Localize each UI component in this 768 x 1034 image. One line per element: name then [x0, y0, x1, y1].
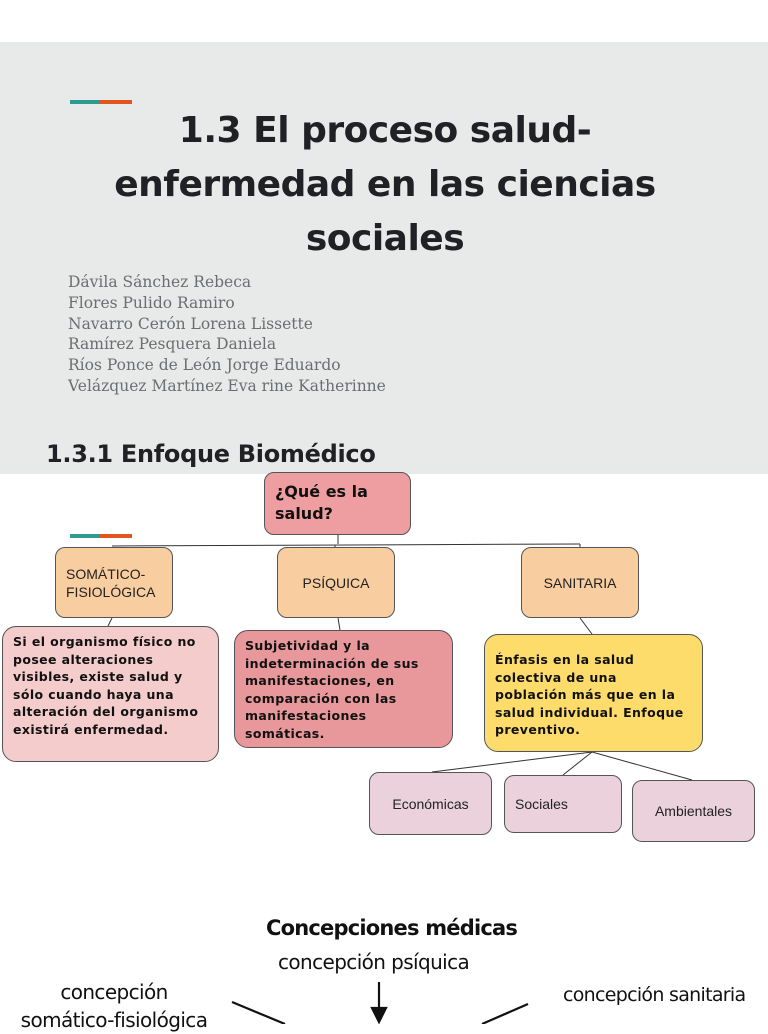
node-psiquica: [277, 547, 395, 618]
root-node-label: ¿Qué es la salud?: [275, 482, 368, 523]
author-name: Ríos Ponce de León Jorge Eduardo: [68, 356, 341, 375]
node-label: SANITARIA: [543, 574, 617, 591]
node-somatico-fisiologica: [55, 547, 173, 618]
sub-node-label: Económicas: [392, 795, 469, 812]
desc-text: Si el organismo físico no posee alteraciones visibles, existe salud y sólo cuando haya una alteración del organismo existirá enfermedad.: [13, 634, 199, 737]
author-name: Flores Pulido Ramiro: [68, 293, 235, 312]
sub-node-economicas: [369, 772, 492, 835]
root-node: [264, 472, 411, 535]
desc-text: Énfasis en la salud colectiva de una población más que en la salud individual. Enfoque preventivo.: [495, 652, 684, 737]
author-name: Navarro Cerón Lorena Lissette: [68, 314, 313, 333]
title-line: 1.3 El proceso salud-: [178, 110, 592, 151]
node-label: PSÍQUICA: [302, 574, 370, 591]
sub-node-sociales: [504, 775, 622, 833]
desc-psiquica: [234, 630, 453, 748]
title-line: sociales: [305, 218, 465, 259]
figure-heading: Concepciones médicas: [266, 916, 518, 940]
sub-node-label: Ambientales: [654, 803, 733, 819]
sub-node-ambientales: [632, 780, 755, 842]
section-title: 1.3.1 Enfoque Biomédico: [46, 440, 376, 468]
desc-sanitaria: [484, 634, 703, 752]
figure-right-label: concepción sanitaria: [563, 984, 746, 1006]
figure-left-label: [0, 978, 228, 1034]
sub-node-label: Sociales: [515, 796, 568, 812]
node-label: SOMÁTICO-FISIOLÓGICA: [66, 565, 156, 600]
figure-left-line: somático-fisiológica: [20, 1008, 208, 1032]
author-name: Dávila Sánchez Rebeca: [68, 273, 252, 291]
figure-center-label: concepción psíquica: [278, 950, 470, 974]
node-sanitaria: [521, 547, 639, 618]
desc-somatico: [2, 626, 219, 762]
author-name: Velázquez Martínez Eva rine Katherinne: [68, 376, 386, 395]
author-name: Ramírez Pesquera Daniela: [68, 335, 277, 354]
figure-left-line: concepción: [60, 980, 168, 1004]
title-line: enfermedad en las ciencias: [114, 164, 656, 205]
desc-text: Subjetividad y la indeterminación de sus manifestaciones, en comparación con las manifestaciones somáticas.: [245, 638, 419, 741]
